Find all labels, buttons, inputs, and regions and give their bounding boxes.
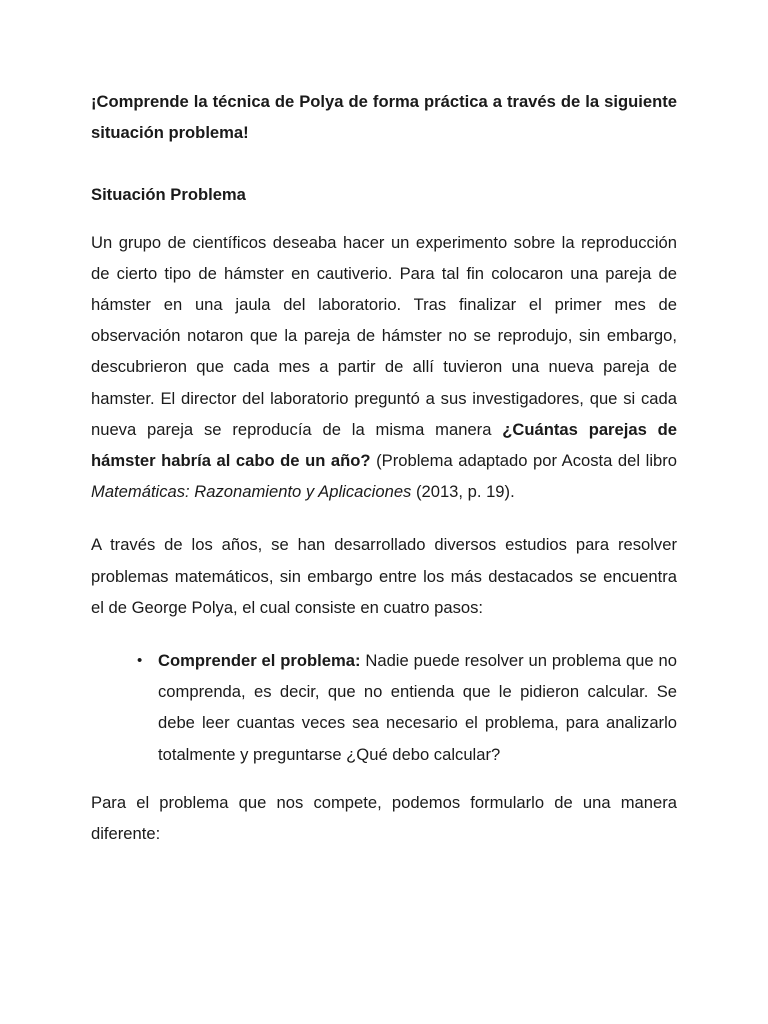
document-title: ¡Comprende la técnica de Polya de forma práctica a través de la siguiente situación problema!	[91, 92, 677, 143]
problem-paragraph	[91, 227, 677, 508]
problem-citation-end: (2013, p. 19).	[411, 482, 515, 502]
problem-question: ¿Cuántas parejas de hámster habría al cabo de un año?	[91, 419, 677, 471]
problem-text-start: Un grupo de científicos deseaba hacer un experimento sobre la reproducción de cierto tipo de hámster en cautiverio. Para tal fin colocaron una pareja de hámster en una jaula del laboratorio. Tras finalizar el primer mes de observación notaron que la pareja de hámster no se reprodujo, sin embargo, descubrieron que cada mes a partir de allí tuvieron una nueva pareja de hamster. El director del laboratorio preguntó a sus investigadores, que si cada nueva pareja se reproducía de la misma manera	[91, 232, 677, 439]
step-description: Nadie puede resolver un problema que no comprenda, es decir, que no entienda que le pidieron calcular. Se debe leer cuantas veces sea necesario el problema, para analizarlo totalmente y preguntarse ¿Qué debo calcular?	[158, 651, 677, 764]
book-title: Matemáticas: Razonamiento y Aplicaciones	[91, 482, 412, 502]
list-item	[137, 645, 677, 770]
polya-steps-list	[91, 645, 677, 770]
problem-citation-start: (Problema adaptado por Acosta del libro	[370, 451, 677, 471]
section-heading: Situación Problema	[91, 185, 246, 205]
polya-intro-paragraph: A través de los años, se han desarrollado diversos estudios para resolver problemas matemáticos, sin embargo entre los más destacados se encuentra el de George Polya, el cual consiste en cuatro pasos:	[91, 535, 677, 617]
step-label: Comprender el problema:	[158, 651, 361, 671]
bullet-icon: •	[137, 652, 143, 670]
formulation-paragraph: Para el problema que nos compete, podemos formularlo de una manera diferente:	[91, 792, 677, 844]
